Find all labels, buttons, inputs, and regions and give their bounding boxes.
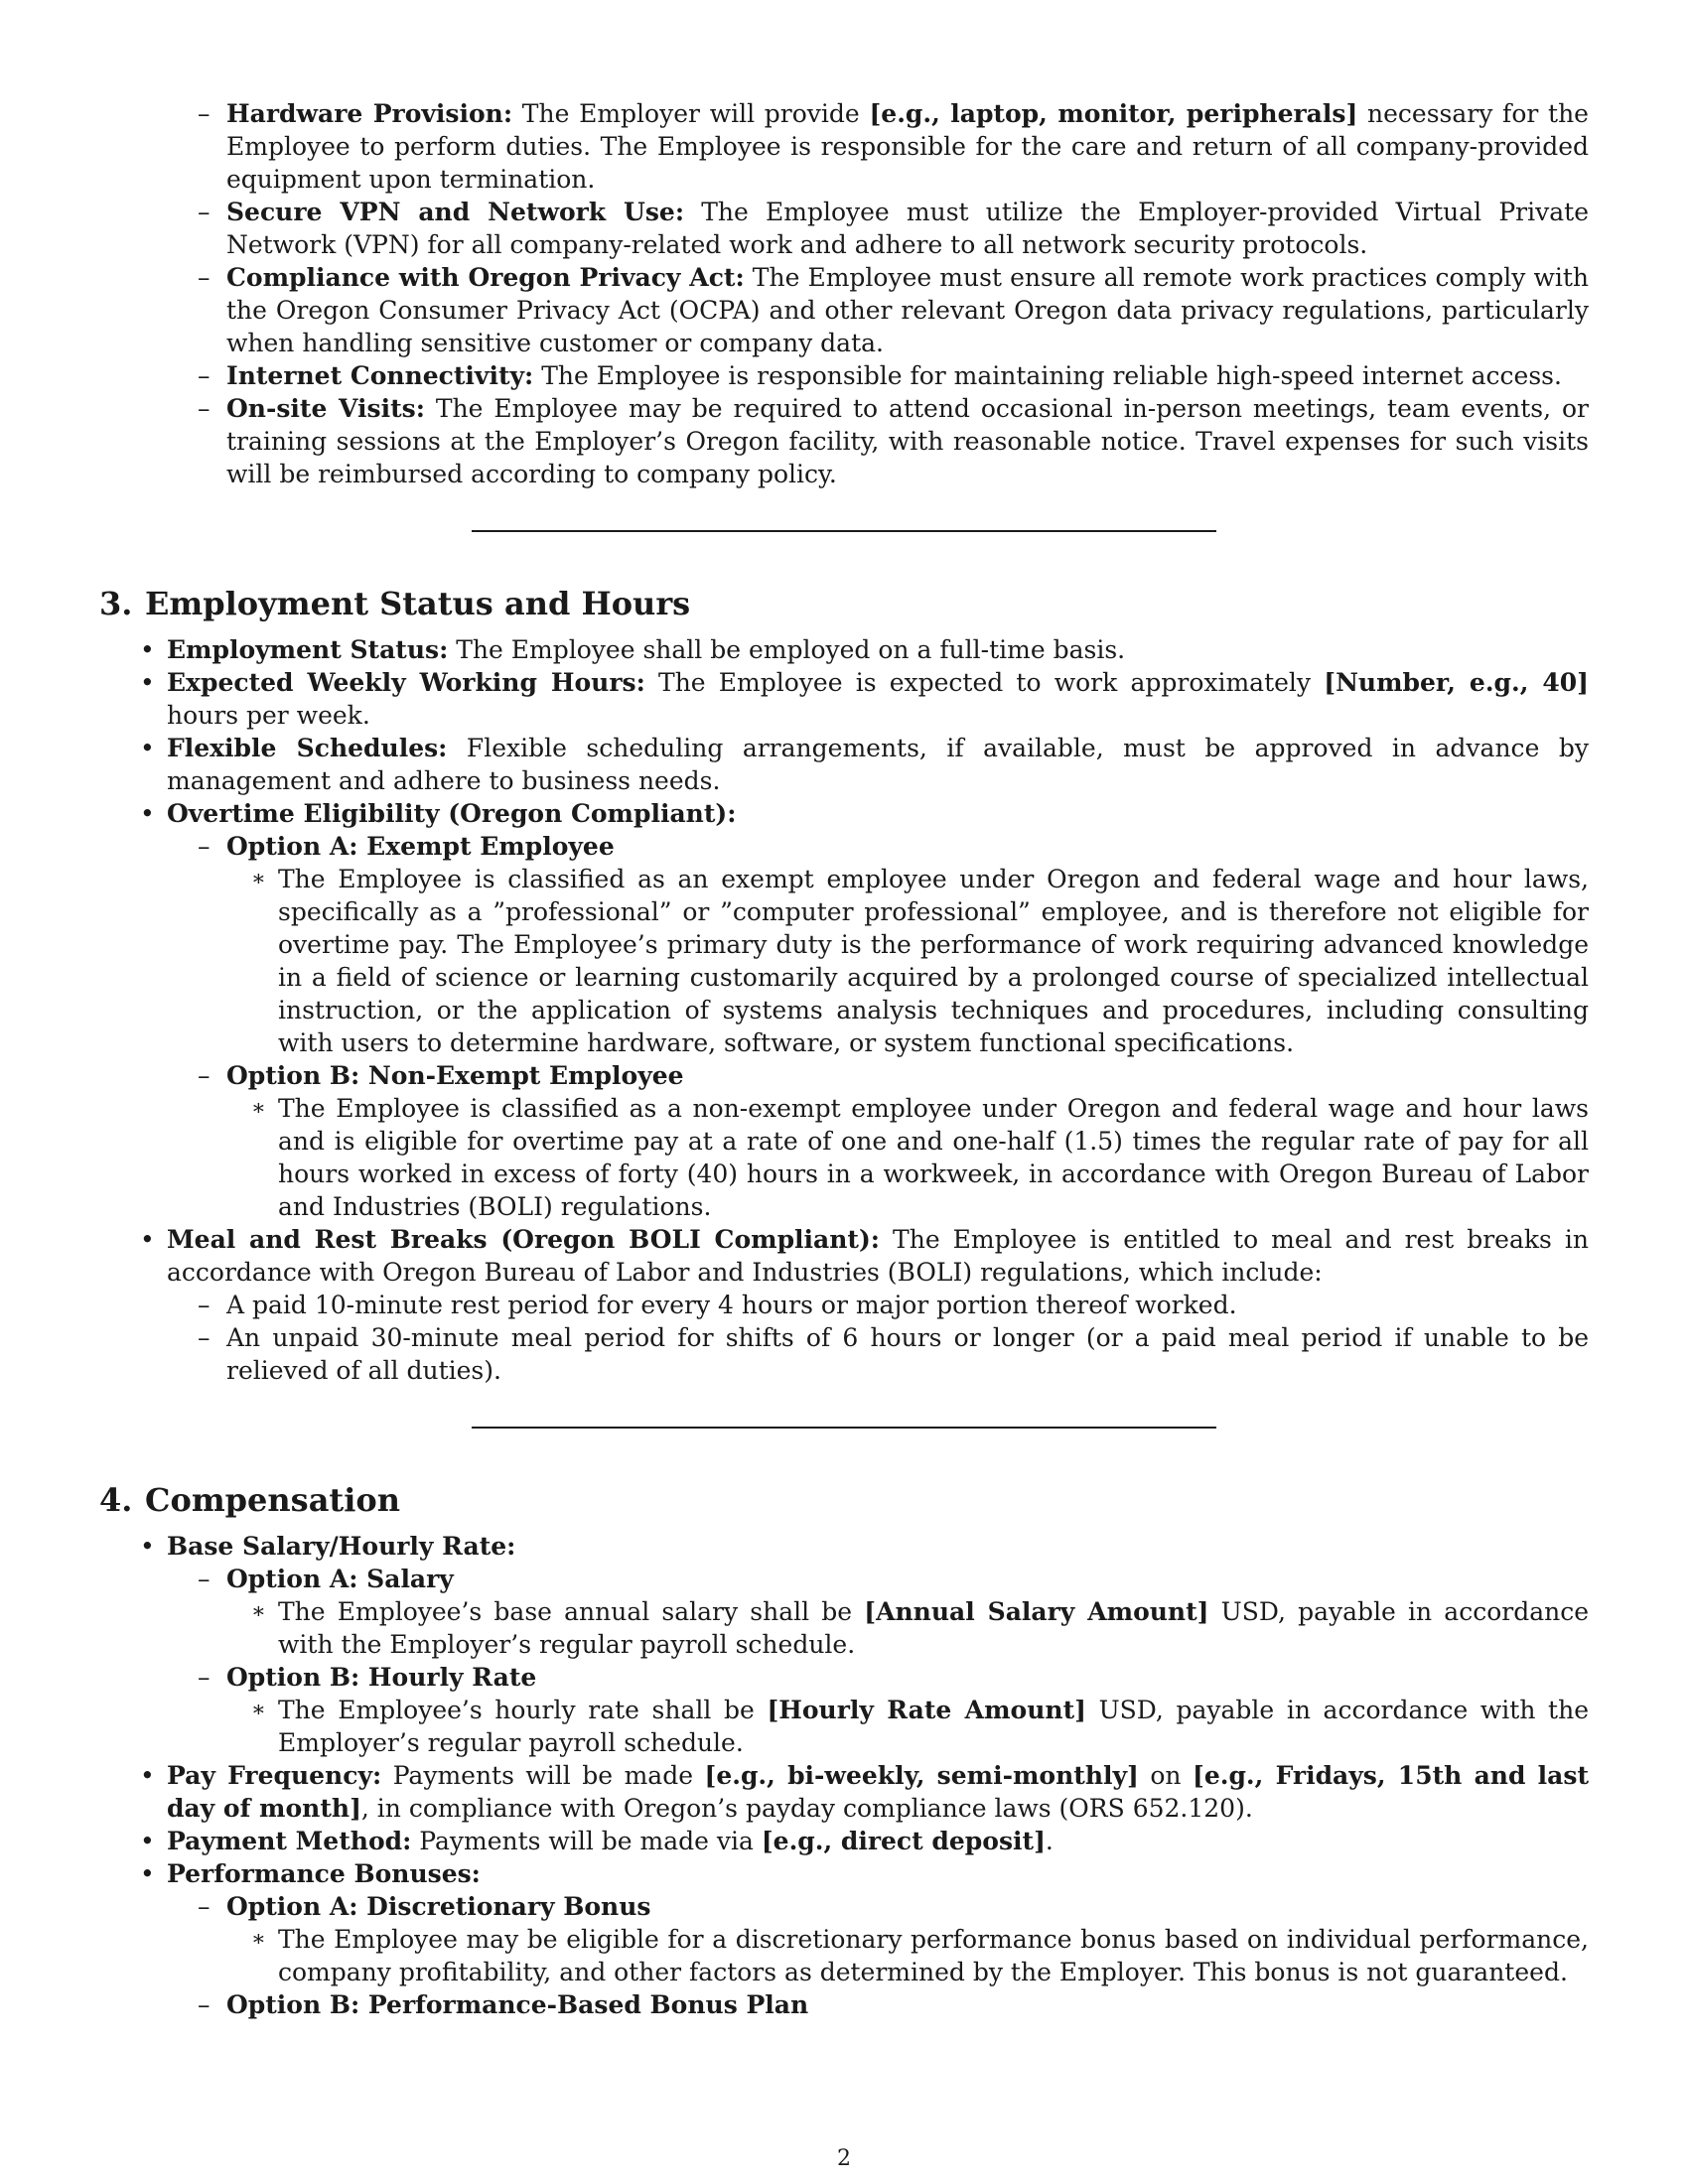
list-item-secure-vpn: – Secure VPN and Network Use: The Employee must utilize the Employer-provided Virtual Private Network (VPN) for all company-related work and adhere to all network security protocols. xyxy=(198,198,1589,259)
list-item-employment-status: • Employment Status: The Employee shall be employed on a full-time basis. xyxy=(140,635,1126,664)
salary-description: ∗ The Employee’s base annual salary shall be [Annual Salary Amount] USD, payable in accordance with the Employer’s regular payroll schedule. xyxy=(251,1597,1590,1659)
dash-marker: – xyxy=(198,99,211,128)
meal-period-item: – An unpaid 30-minute meal period for shifts of 6 hours or longer (or a paid meal period if unable to be relieved of all duties). xyxy=(198,1323,1589,1385)
bullet-marker: • xyxy=(140,1761,155,1790)
dash-marker: – xyxy=(198,361,211,390)
star-marker: ∗ xyxy=(251,867,266,891)
section-divider xyxy=(472,1427,1216,1429)
discretionary-description: ∗ The Employee may be eligible for a discretionary performance bonus based on individual performance, company profitability, and other factors as determined by the Employer. This bonus is not guaranteed. xyxy=(251,1925,1589,1986)
list-item-weekly-hours: • Expected Weekly Working Hours: The Employee is expected to work approximately [Number, e.g., 40] hours per week. xyxy=(140,668,1589,730)
non-exempt-description: ∗ The Employee is classified as a non-exempt employee under Oregon and federal wage and hour laws and is eligible for overtime pay at a rate of one and one-half (1.5) times the regular rate of pay for all hours worked in excess of forty (40) hours in a workweek, in accordance with Oregon Bureau of Labor and Industries (BOLI) regulations. xyxy=(251,1094,1589,1221)
placeholder-field: [Number, e.g., 40] xyxy=(1324,668,1589,697)
placeholder-field: [e.g., direct deposit] xyxy=(761,1827,1046,1855)
placeholder-field: [Annual Salary Amount] xyxy=(864,1597,1209,1626)
list-item-hardware-provision: – Hardware Provision: The Employer will provide [e.g., laptop, monitor, peripherals] necessary for the Employee to perform duties. The Employee is responsible for the care and return of all company-provided equipment upon termination. xyxy=(198,99,1589,194)
option-a-exempt: – Option A: Exempt Employee xyxy=(198,832,615,861)
dash-marker: – xyxy=(198,198,211,226)
document-page xyxy=(99,97,1589,2021)
list-item-internet-connectivity: – Internet Connectivity: The Employee is responsible for maintaining reliable high-speed internet access. xyxy=(198,361,1562,390)
bullet-marker: • xyxy=(140,734,155,762)
star-marker: ∗ xyxy=(251,1698,266,1722)
bullet-marker: • xyxy=(140,1225,155,1254)
placeholder-field: [e.g., bi-weekly, semi-monthly] xyxy=(704,1761,1139,1790)
dash-marker: – xyxy=(198,1663,211,1692)
option-b-non-exempt: – Option B: Non-Exempt Employee xyxy=(198,1061,684,1090)
page-number: 2 xyxy=(837,2146,851,2171)
star-marker: ∗ xyxy=(251,1927,266,1952)
list-item-meal-rest-breaks: • Meal and Rest Breaks (Oregon BOLI Compliant): The Employee is entitled to meal and rest breaks in accordance with Oregon Bureau of Labor and Industries (BOLI) regulations, which include: xyxy=(140,1225,1589,1287)
bullet-marker: • xyxy=(140,668,155,697)
dash-marker: – xyxy=(198,1291,211,1319)
dash-marker: – xyxy=(198,1990,211,2019)
remote-work-list xyxy=(99,97,1589,490)
dash-marker: – xyxy=(198,1892,211,1921)
dash-marker: – xyxy=(198,263,211,292)
list-item-payment-method: • Payment Method: Payments will be made via [e.g., direct deposit]. xyxy=(140,1827,1054,1855)
list-item-performance-bonuses: • Performance Bonuses: xyxy=(140,1859,481,1888)
placeholder-field: [e.g., Fridays, 15th and last day of month] xyxy=(167,1761,1589,1823)
hourly-description: ∗ The Employee’s hourly rate shall be [Hourly Rate Amount] USD, payable in accordance with the Employer’s regular payroll schedule. xyxy=(251,1696,1589,1757)
bullet-marker: • xyxy=(140,635,155,664)
section-heading-3: 3. Employment Status and Hours xyxy=(99,585,691,622)
list-item-overtime: • Overtime Eligibility (Oregon Compliant): xyxy=(140,799,737,828)
option-b-performance-plan: – Option B: Performance-Based Bonus Plan xyxy=(198,1990,809,2019)
option-a-discretionary: – Option A: Discretionary Bonus xyxy=(198,1892,651,1921)
option-b-hourly: – Option B: Hourly Rate xyxy=(198,1663,537,1692)
item-label: On-site Visits: xyxy=(226,394,425,423)
section-heading-4: 4. Compensation xyxy=(99,1481,400,1519)
item-label: Compliance with Oregon Privacy Act: xyxy=(226,263,745,292)
star-marker: ∗ xyxy=(251,1096,266,1121)
dash-marker: – xyxy=(198,1323,211,1352)
list-item-flexible-schedules: • Flexible Schedules: Flexible scheduling arrangements, if available, must be approved in advance by management and adhere to business needs. xyxy=(140,734,1589,795)
item-label: Secure VPN and Network Use: xyxy=(226,198,685,226)
bullet-marker: • xyxy=(140,1532,155,1561)
item-label: Internet Connectivity: xyxy=(226,361,534,390)
dash-marker: – xyxy=(198,1061,211,1090)
star-marker: ∗ xyxy=(251,1599,266,1624)
placeholder-field: [Hourly Rate Amount] xyxy=(767,1696,1086,1724)
dash-marker: – xyxy=(198,394,211,423)
dash-marker: – xyxy=(198,832,211,861)
placeholder-field: [e.g., laptop, monitor, peripherals] xyxy=(869,99,1358,128)
list-item-oregon-privacy: – Compliance with Oregon Privacy Act: The Employee must ensure all remote work practices comply with the Oregon Consumer Privacy Act (OCPA) and other relevant Oregon data privacy regulations, particularly when handling sensitive customer or company data. xyxy=(198,263,1589,357)
bullet-marker: • xyxy=(140,1859,155,1888)
employment-status-list xyxy=(99,633,1589,1387)
list-item-pay-frequency: • Pay Frequency: Payments will be made [e.g., bi-weekly, semi-monthly] on [e.g., Fridays, 15th and last day of month], in compliance with Oregon’s payday compliance laws (ORS 652.120). xyxy=(140,1761,1589,1823)
rest-period-item: – A paid 10-minute rest period for every 4 hours or major portion thereof worked. xyxy=(198,1291,1237,1319)
option-a-salary: – Option A: Salary xyxy=(198,1565,454,1593)
item-label: Hardware Provision: xyxy=(226,99,513,128)
exempt-description: ∗ The Employee is classified as an exempt employee under Oregon and federal wage and hour laws, specifically as a ”professional” or ”computer professional” employee, and is therefore not eligible for overtime pay. The Employee’s primary duty is the performance of work requiring advanced knowledge in a field of science or learning customarily acquired by a prolonged course of specialized intellectual instruction, or the application of systems analysis techniques and procedures, including consulting with users to determine hardware, software, or system functional specifications. xyxy=(251,865,1589,1057)
compensation-list xyxy=(99,1530,1589,2021)
dash-marker: – xyxy=(198,1565,211,1593)
bullet-marker: • xyxy=(140,1827,155,1855)
list-item-base-salary: • Base Salary/Hourly Rate: xyxy=(140,1532,516,1561)
bullet-marker: • xyxy=(140,799,155,828)
list-item-onsite-visits: – On-site Visits: The Employee may be required to attend occasional in-person meetings, team events, or training sessions at the Employer’s Oregon facility, with reasonable notice. Travel expenses for such visits will be reimbursed according to company policy. xyxy=(198,394,1589,488)
section-divider xyxy=(472,530,1216,532)
